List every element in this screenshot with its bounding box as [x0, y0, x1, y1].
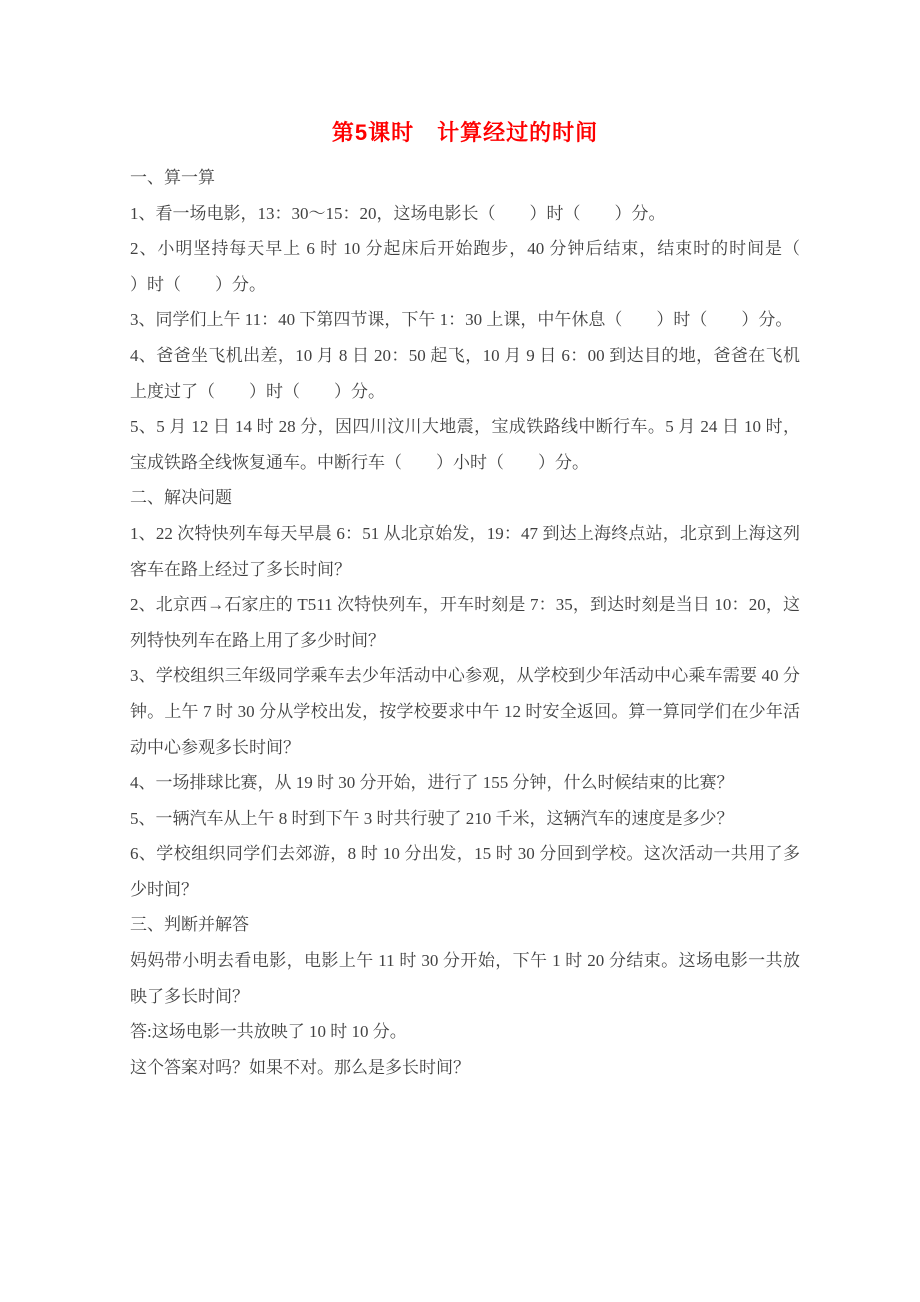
question-paragraph: 5、5 月 12 日 14 时 28 分，因四川汶川大地震，宝成铁路线中断行车。5 月 24 日 10 时，宝成铁路全线恢复通车。中断行车（ ）小时（ ）分。	[130, 417, 800, 472]
worksheet-title: 第5课时 计算经过的时间	[331, 120, 599, 145]
question-paragraph: 2、小明坚持每天早上 6 时 10 分起床后开始跑步，40 分钟后结束，结束时的时间是（ ）时（ ）分。	[130, 239, 834, 294]
question-paragraph: 这个答案对吗？如果不对。那么是多长时间？	[130, 1057, 470, 1077]
question-paragraph: 6、学校组织同学们去郊游，8 时 10 分出发，15 时 30 分回到学校。这次活动一共用了多少时间？	[130, 844, 800, 899]
question-paragraph: 答:这场电影一共放映了 10 时 10 分。	[130, 1022, 407, 1042]
worksheet-body	[130, 160, 834, 1085]
question-paragraph: 1、22 次特快列车每天早晨 6：51 从北京始发，19：47 到达上海终点站，北京到上海这列客车在路上经过了多长时间？	[130, 523, 800, 579]
question-paragraph: 2、北京西→石家庄的 T511 次特快列车，开车时刻是 7：35，到达时刻是当日 10：20，这列特快列车在路上用了多少时间？	[130, 595, 800, 650]
question-paragraph: 妈妈带小明去看电影，电影上午 11 时 30 分开始，下午 1 时 20 分结束。这场电影一共放映了多长时间？	[130, 951, 800, 1006]
section-heading-1: 一、算一算	[130, 168, 215, 187]
question-paragraph: 1、看一场电影，13：30～15：20，这场电影长（ ）时（ ）分。	[130, 203, 666, 223]
section-heading-2: 二、解决问题	[130, 488, 232, 508]
question-paragraph: 4、一场排球比赛，从 19 时 30 分开始，进行了 155 分钟，什么时候结束的比赛？	[130, 773, 734, 793]
question-paragraph: 5、一辆汽车从上午 8 时到下午 3 时共行驶了 210 千米，这辆汽车的速度是多少？	[130, 808, 734, 828]
question-paragraph: 4、爸爸坐飞机出差，10 月 8 日 20：50 起飞，10 月 9 日 6：00 到达目的地，爸爸在飞机上度过了（ ）时（ ）分。	[130, 345, 800, 401]
section-heading-3: 三、判断并解答	[130, 915, 249, 935]
question-paragraph: 3、学校组织三年级同学乘车去少年活动中心参观，从学校到少年活动中心乘车需要 40 分钟。上午 7 时 30 分从学校出发，按学校要求中午 12 时安全返回。算一算同学们在少年活动中心参观多长时间？	[130, 666, 800, 757]
question-paragraph: 3、同学们上午 11：40 下第四节课，下午 1：30 上课，中午休息（ ）时（ ）分。	[130, 310, 793, 330]
